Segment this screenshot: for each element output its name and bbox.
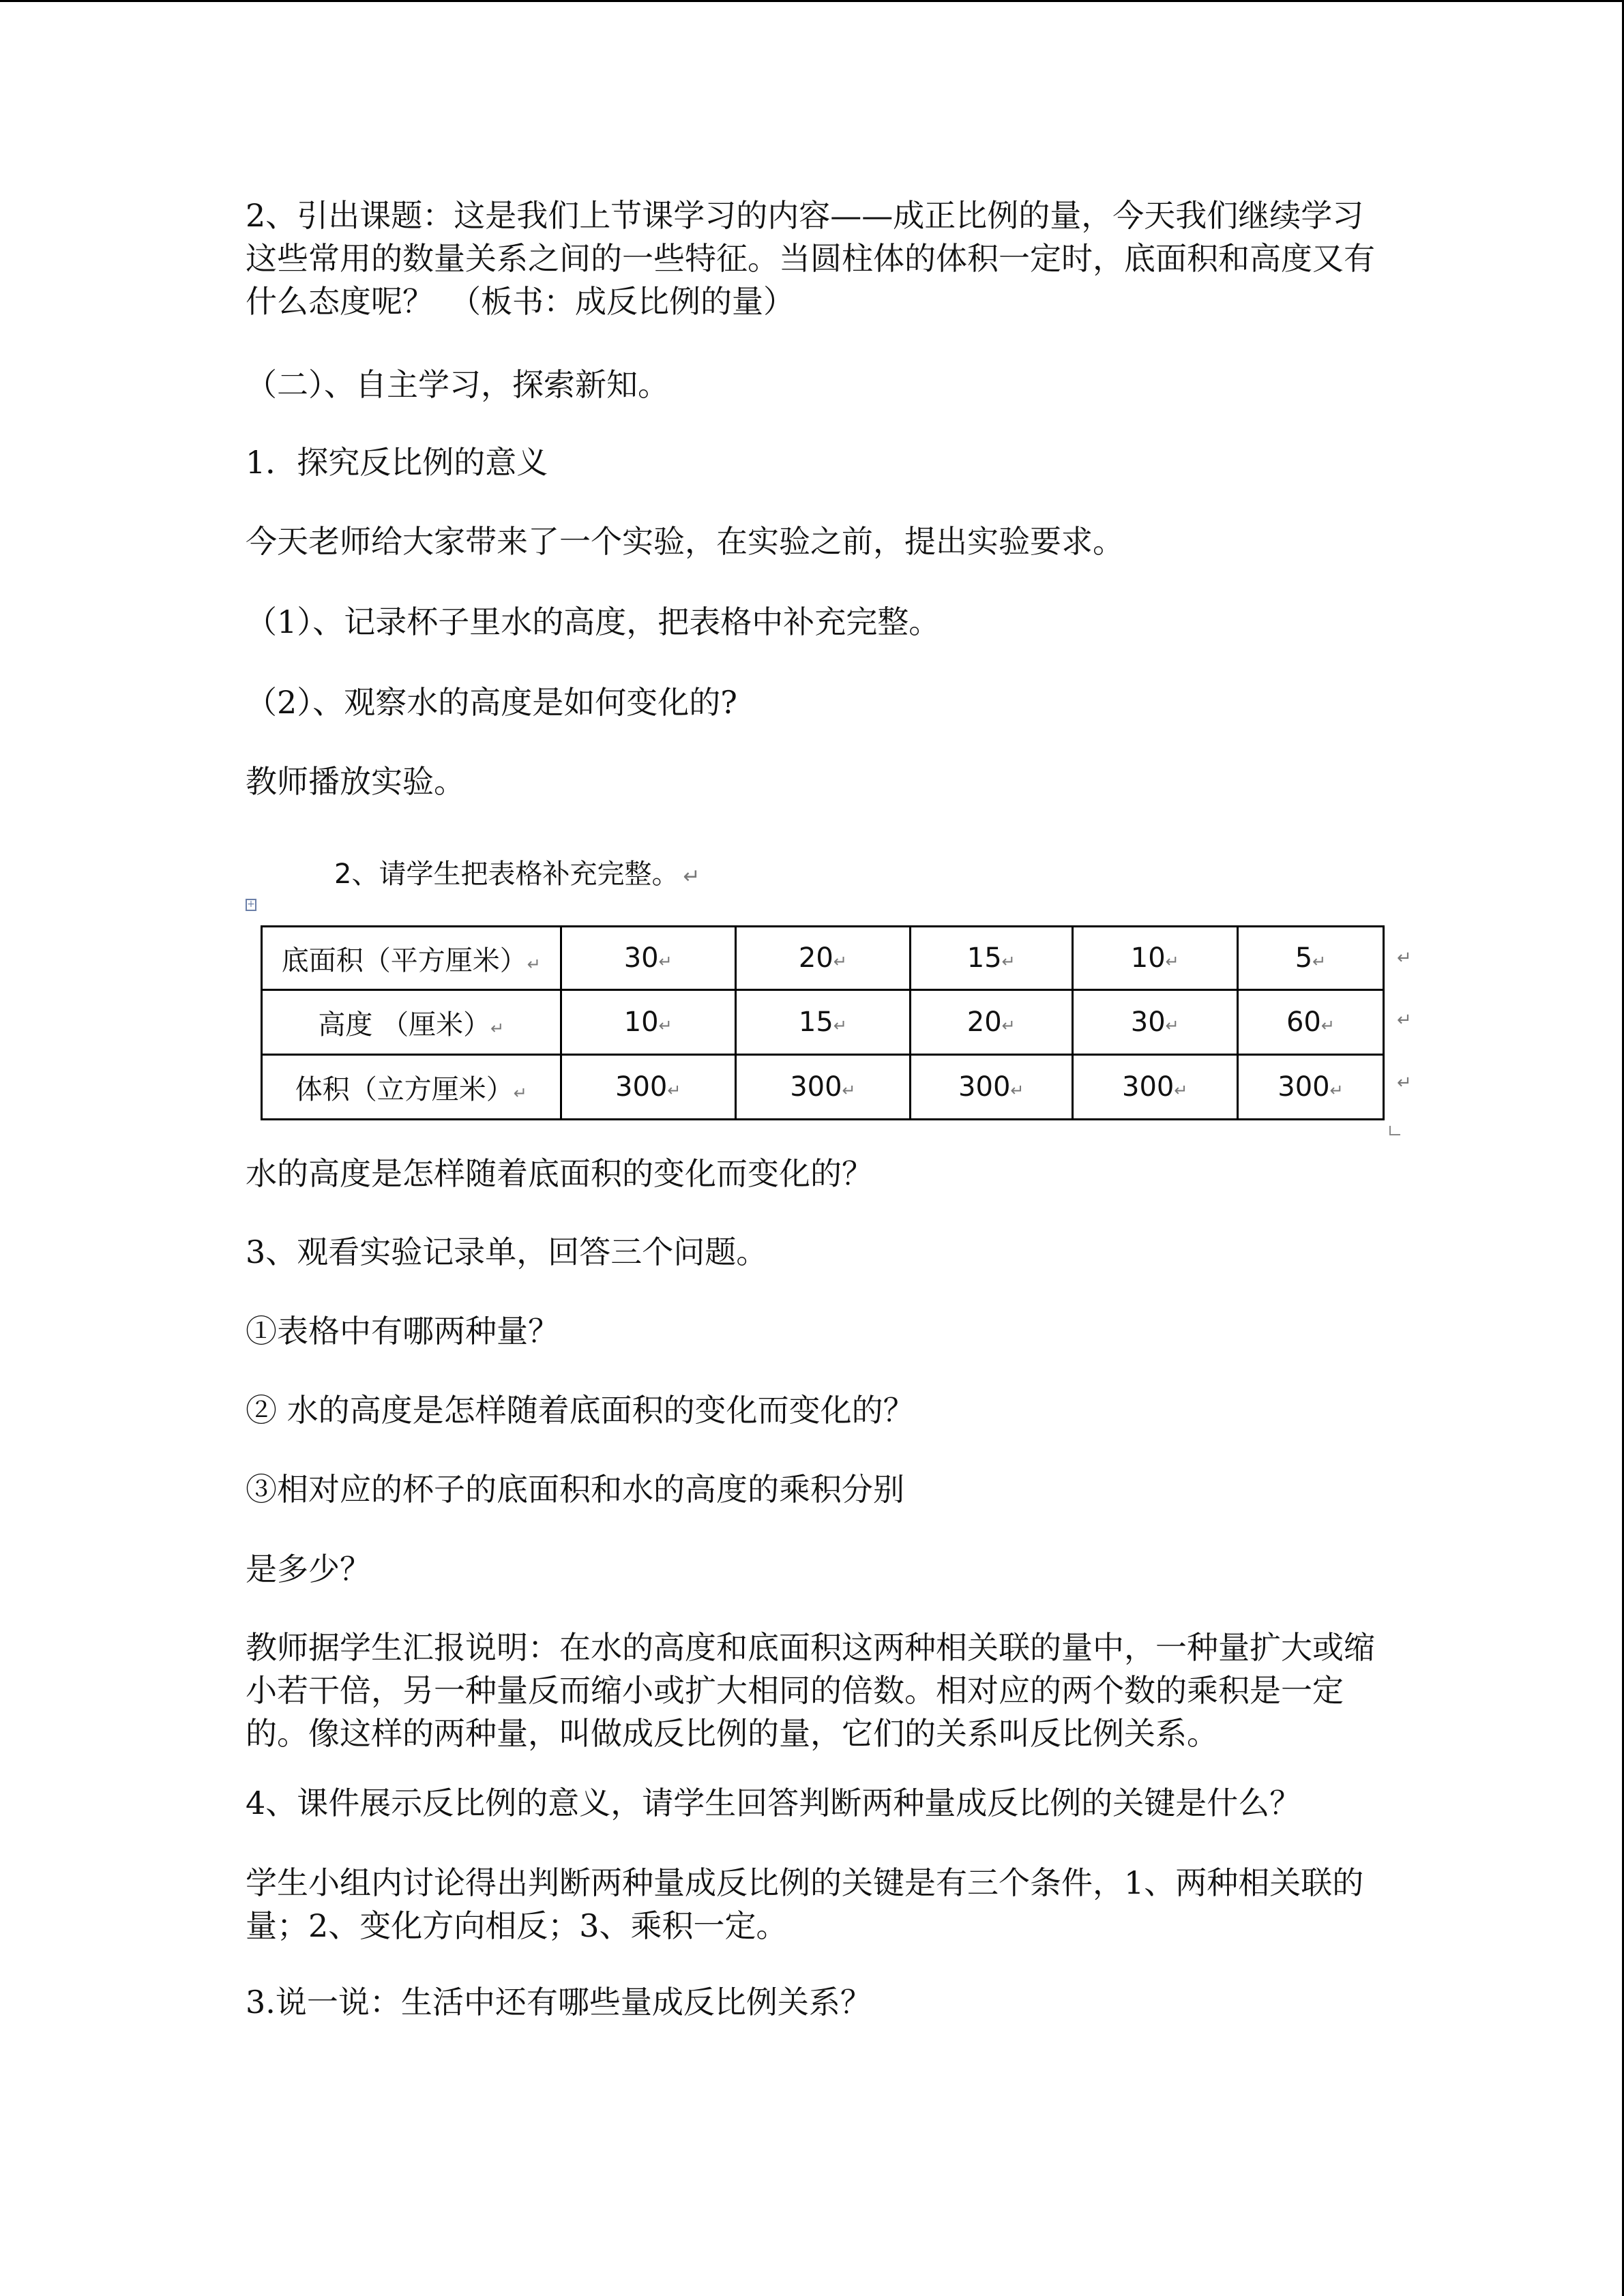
paragraph-question-1: ①表格中有哪两种量？ [246,1313,559,1350]
paragraph-section-2: （二）、自主学习，探索新知。 [246,366,669,403]
paragraph-requirement-2: （2）、观察水的高度是如何变化的? [246,684,737,721]
table-cell: 20↵ [735,927,910,990]
table-heading-text: 2、请学生把表格补充完整。 [334,859,679,890]
paragraph-intro: 2、引出课题：这是我们上节课学习的内容——成正比例的量，今天我们继续学习这些常用的数量关系之间的一些特征。当圆柱体的体积一定时，底面积和高度又有什么态度呢？ （板书：成反比例的量） [246,197,1375,320]
paragraph-question-3-cont: 是多少？ [246,1551,371,1587]
table-anchor-icon[interactable]: + [246,899,256,911]
table-cell: 60↵ [1237,990,1383,1055]
table-cell: 10↵ [1072,927,1237,990]
table-row [262,990,1384,1055]
table-row-label: 高度 （厘米）↵ [262,990,561,1055]
table-end-mark [1389,1126,1400,1135]
table-row-label: 体积（立方厘米）↵ [262,1055,561,1120]
table-cell: 15↵ [735,990,910,1055]
table-cell: 20↵ [911,990,1073,1055]
table-cell: 300↵ [911,1055,1073,1120]
paragraph-requirement-1: （1）、记录杯子里水的高度，把表格中补充完整。 [246,603,941,640]
paragraph-play-experiment: 教师播放实验。 [246,763,465,800]
paragraph-courseware: 4、课件展示反比例的意义，请学生回答判断两种量成反比例的关键是什么？ [246,1785,1301,1821]
row-end-mark: ↵ [1397,1010,1412,1030]
table-cell: 10↵ [561,990,735,1055]
table-heading [334,852,700,891]
table-cell: 5↵ [1237,927,1383,990]
row-end-mark: ↵ [1397,948,1412,968]
paragraph-explore-heading: 1．探究反比例的意义 [246,444,548,481]
table-cell: 300↵ [1072,1055,1237,1120]
paragraph-mark: ↵ [683,865,700,889]
paragraph-say-one: 3.说一说：生活中还有哪些量成反比例关系？ [246,1984,872,2021]
table-cell: 300↵ [1237,1055,1383,1120]
paragraph-teacher-explanation: 教师据学生汇报说明：在水的高度和底面积这两种相关联的量中，一种量扩大或缩小若干倍，另一种量反而缩小或扩大相同的倍数。相对应的两个数的乘积是一定的。像这样的两种量，叫做成反比例的量，它们的关系叫反比例关系。 [246,1629,1375,1752]
table-cell: 15↵ [911,927,1073,990]
data-table [261,925,1385,1120]
table-row [262,927,1384,990]
paragraph-question: 水的高度是怎样随着底面积的变化而变化的？ [246,1155,873,1192]
table-cell: 30↵ [561,927,735,990]
paragraph-group-discussion: 学生小组内讨论得出判断两种量成反比例的关键是有三个条件，1、两种相关联的量；2、变化方向相反；3、乘积一定。 [246,1864,1364,1944]
table-cell: 300↵ [561,1055,735,1120]
paragraph-question-3: ③相对应的杯子的底面积和水的高度的乘积分别 [246,1471,904,1508]
table-row-label: 底面积（平方厘米）↵ [262,927,561,990]
table-row [262,1055,1384,1120]
paragraph-experiment-intro: 今天老师给大家带来了一个实验，在实验之前，提出实验要求。 [246,523,1124,560]
table-cell: 300↵ [735,1055,910,1120]
paragraph-question-2: ② 水的高度是怎样随着底面积的变化而变化的？ [246,1392,915,1429]
paragraph-three-questions: 3、观看实验记录单，回答三个问题。 [246,1234,768,1270]
table-cell: 30↵ [1072,990,1237,1055]
page-top-border [0,0,1624,2]
row-end-mark: ↵ [1397,1073,1412,1093]
